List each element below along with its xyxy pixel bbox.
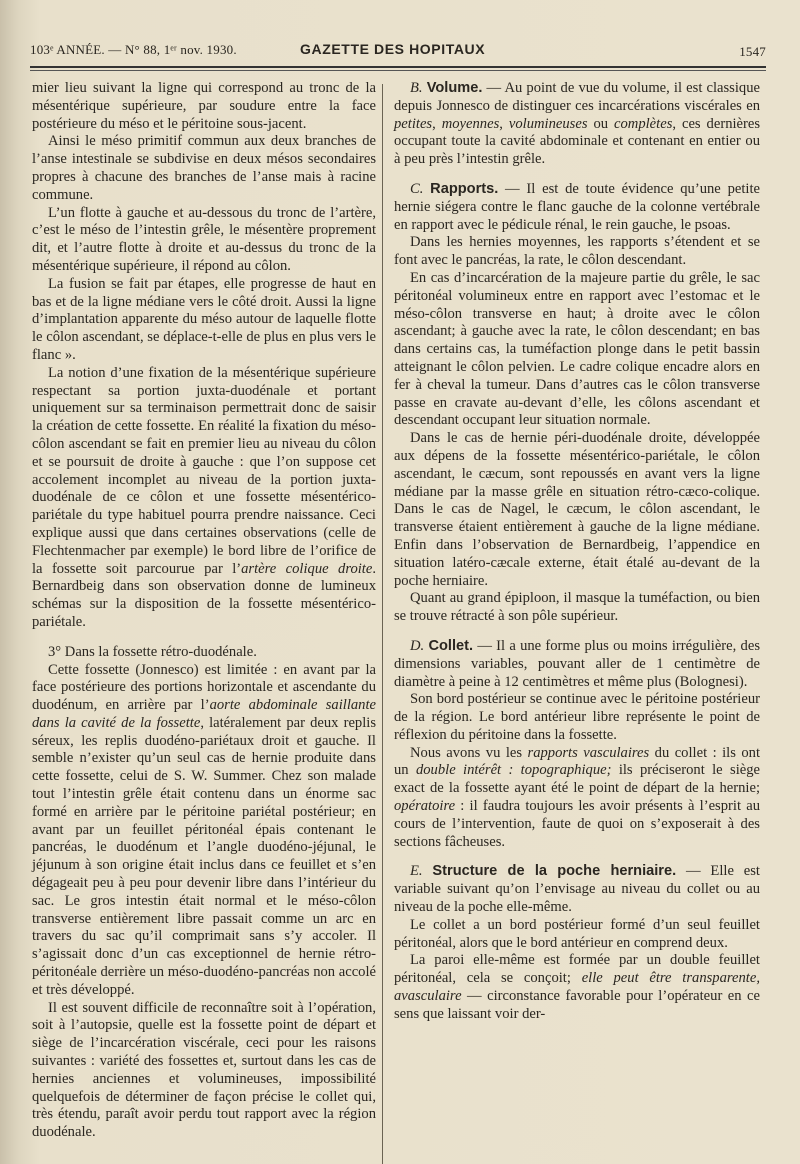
heading: Collet. [428,637,474,654]
page-number: 1547 [739,44,766,59]
header-rule-thin [30,70,766,71]
heading: Structure de la poche herniaire. [432,863,677,880]
heading: Rapports. [430,180,499,197]
paragraph: Dans le cas de hernie péri-duodénale droite, développée aux dépens de la fossette mésentérico-pariétale, le côlon ascendant, le cæcum, sont repoussés en avant vers la ligne médiane par la masse grêle en situation rétro-cæco-colique. Dans le cas de Nagel, le cæcum, le côlon ascendant, le transverse étaient entièrement à gauche de la ligne médiane. Enfin dans l’observation de Bernardbeig, l’appendice en situation latéro-cæcale externe, était étalé au-devant de la poche herniaire. [394,430,760,589]
issue-info: 103ᵉ ANNÉE. — N° 88, 1ᵉʳ nov. 1930. [30,42,237,57]
section-volume: B. Volume. — Au point de vue du volume, il est classique depuis Jonnesco de distinguer ces incarcérations viscérales en petites, moyennes, volumineuses ou complètes, ces dernières occupant toute la cavité abdominale et contenant en entier ou à peu près l’intestin grêle. [394,80,761,168]
section-rapports: C. Rapports. — Il est de toute évidence qu’une petite hernie siégera contre le flanc gauche de la colonne vertébrale en rapport avec le pédicule rénal, le rein gauche, le psoas. [394,180,760,233]
heading: Volume. [426,80,483,96]
section-collet: D. Collet. — Il a une forme plus ou moins irrégulière, des dimensions variables, pouvant aller de 1 centimètre de diamètre à peine à 12 centimètres et même plus (Bolognesi). [394,637,761,690]
paragraph: L’un flotte à gauche et au-dessous du tronc de l’artère, c’est le méso de l’intestin grêle, le mésentère proprement dit, et l’autre flotte à droite et au-dessus du tronc de la mésentérique supérieure, il répond au côlon. [32,204,376,274]
right-column [394,80,760,1024]
page-header [30,38,766,62]
column-separator [382,84,383,1164]
paragraph: La notion d’une fixation de la mésentérique supérieure respectant sa portion juxta-duodénale et portant uniquement sur sa terminaison permettrait donc de saisir la création de cette fossette. En réalité la fixation du méso-côlon ascendant se fait en premier lieu au niveau du côlon et se poursuit de droite à gauche : que l’on suppose cet accolement incomplet au niveau de la portion juxta-duodénale de ce côlon et une fossette mésentérico-pariétale du type habituel pourra prendre naissance. Ceci explique aussi que dans certaines observations (celle de Flechtenmacher par exemple) le bord libre de l’orifice de la fossette soit parcourue par l’artère colique droite. Bernardbeig dans son observation donne de lumineux schémas sur la disposition de la fossette mésentérico-pariétale. [32,364,376,630]
paragraph: mier lieu suivant la ligne qui correspond au tronc de la mésentérique supérieure, par soudure entre la face postérieure du méso et le péritoine sous-jacent. [32,80,376,132]
section-structure: E. Structure de la poche herniaire. — Elle est variable suivant qu’on l’envisage au niveau du collet ou au niveau de la poche elle-même. [394,863,760,916]
paragraph: Cette fossette (Jonnesco) est limitée : en avant par la face postérieure des portions horizontale et ascendante du duodénum, en arrière par l’aorte abdominale saillante dans la cavité de la fossette, latéralement par deux replis séreux, les replis duodéno-pariétaux droit et gauche. Il semble n’exister qu’un seul cas de hernie produite dans cette fossette, celui de S. W. Summer. Chez son malade tout l’intestin grêle était contenu dans un énorme sac formé en arrière par le péritoine pariétal postérieur; en avant par un feuillet péritonéal épais contenant le pancréas, le duodénum et l’angle duodéno-jéjunal, le jéjunum à son origine était inclus dans ce feuillet et s’en dégageait peu à peu pour devenir libre dans l’intérieur du sac. Le gros intestin était normal et le méso-côlon transverse entièrement libre passait comme un arc en travers du sac qu’il comprimait sans s’y accoler. Il s’agissait donc d’un cas exceptionnel de hernie rétro-péritonéale derrière un méso-duodéno-pancréas non accolé et très développé. [32,661,377,998]
header-rule-thick [30,66,766,68]
paragraph: Ainsi le méso primitif commun aux deux branches de l’anse intestinale se subdivise en deux mésos secondaires propres à chacune des branches de l’anse mais à racine commune. [32,133,376,203]
paragraph: Nous avons vu les rapports vasculaires du collet : ils ont un double intérêt : topographique; ils préciseront le siège exact de la fossette ayant été le point de départ de la hernie; opératoire : il faudra toujours les avoir présents à l’esprit au cours de l’intervention, faute de quoi on s’exposerait à des sections fâcheuses. [394,744,760,850]
paragraph: La fusion se fait par étapes, elle progresse de haut en bas et de la ligne médiane vers le côté droit. Aussi la ligne d’implantation apparente du méso autour de laquelle flotte le côlon ascendant, se déplace-t-elle de plus en plus vers le flanc ». [32,275,376,363]
paragraph: La paroi elle-même est formée par un double feuillet péritonéal, cela se conçoit; elle peut être transparente, avasculaire — circonstance favorable pour l’opérateur en ce sens que laissant voir der- [394,952,760,1022]
paragraph: Il est souvent difficile de reconnaître soit à l’opération, soit à l’autopsie, quelle est la fossette point de départ et siège de l’incarcération viscérale, ceci pour les raisons suivantes : variété des fossettes et, surtout dans les cas de hernies anciennes et volumineuses, impossibilité quelquefois de déterminer de façon précise le collet qui, très étendu, paraît avoir perdu tout rapport avec la région duodénale. [32,999,376,1141]
paragraph: Le collet a un bord postérieur formé d’un seul feuillet péritonéal, alors que le bord antérieur en comprend deux. [394,916,760,951]
journal-title: GAZETTE DES HOPITAUX [300,41,486,57]
paragraph: Dans les hernies moyennes, les rapports s’étendent et se font avec le pancréas, la rate, le côlon descendant. [394,234,760,269]
paragraph: Son bord postérieur se continue avec le péritoine postérieur de la région. Le bord antérieur libre représente le point de réflexion du péritoine dans la fossette. [394,691,760,743]
left-column [32,80,376,1142]
section-title: 3° Dans la fossette rétro-duodénale. [48,643,257,660]
paragraph: En cas d’incarcération de la majeure partie du grêle, le sac péritonéal volumineux entre en rapport avec l’estomac et le méso-côlon transverse en haut; à droite avec le côlon ascendant; à gauche avec la rate, le côlon descendant; en bas dans certains cas, la tuméfaction plonge dans le petit bassin atteignant le côlon pelvien. Le cadre colique encadre alors en fer à cheval la tumeur. Dans d’autres cas le côlon transverse passe en cravate au-devant d’elle, les côlons ascendant et descendant occupant leur situation normale. [394,269,760,429]
paragraph: Quant au grand épiploon, il masque la tuméfaction, ou bien se trouve rétracté à son pôle supérieur. [394,590,760,625]
